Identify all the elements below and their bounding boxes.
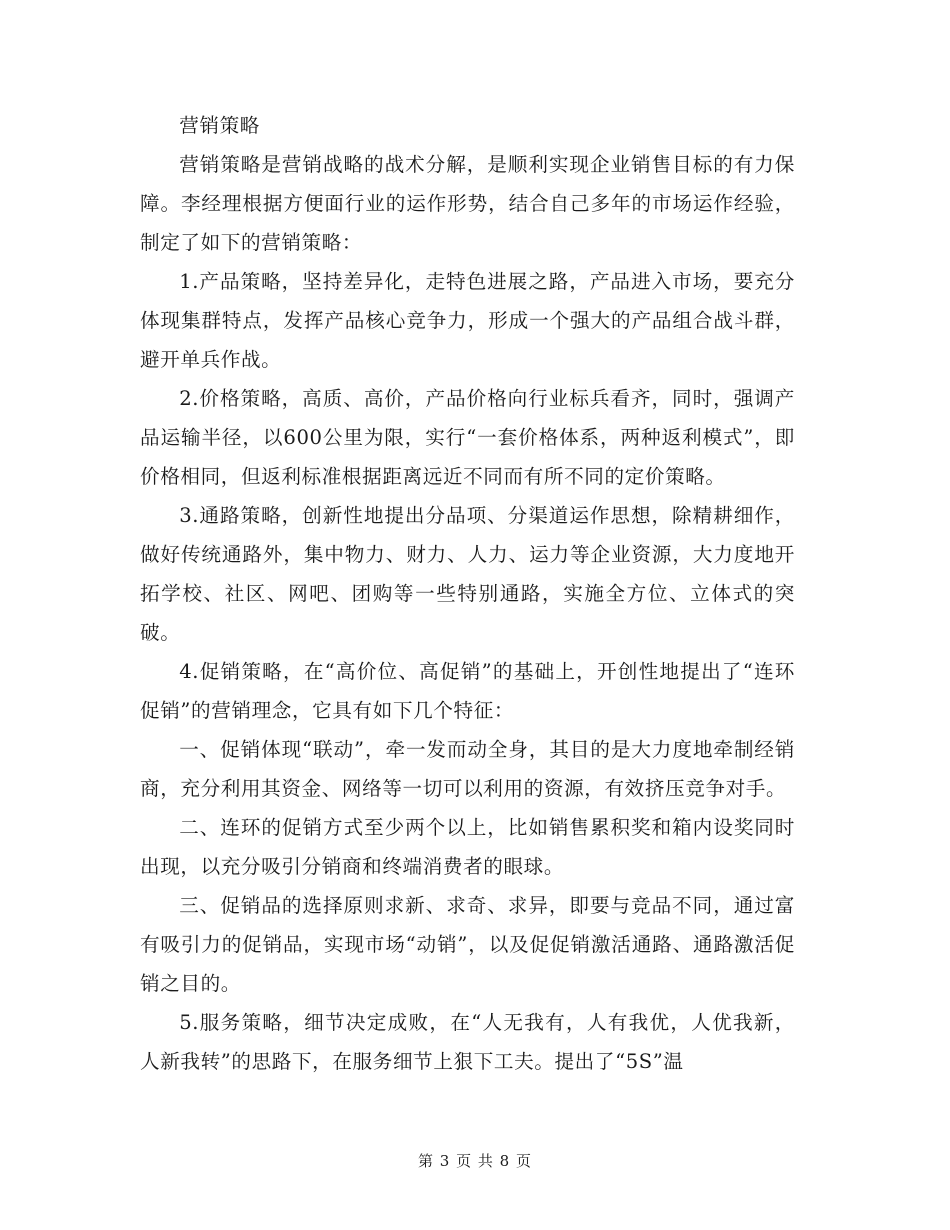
paragraph-price-strategy: 2.价格策略，高质、高价，产品价格向行业标兵看齐，同时，强调产品运输半径，以600公里为限，实行“一套价格体系，两种返利模式”，即价格相同，但返利标准根据距离远近不同而有所不同的定价策略。 [140,387,795,488]
section-title: 营销策略 [179,114,260,137]
paragraph-channel-strategy: 3.通路策略，创新性地提出分品项、分渠道运作思想，除精耕细作，做好传统通路外，集中物力、财力、人力、运力等企业资源，大力度地开拓学校、社区、网吧、团购等一些特别通路，实施全方位、立体式的突破。 [140,504,795,644]
paragraph-product-strategy: 1.产品策略，坚持差异化，走特色进展之路，产品进入市场，要充分体现集群特点，发挥产品核心竞争力，形成一个强大的产品组合战斗群，避开单兵作战。 [140,270,795,371]
paragraph-promotion-strategy: 4.促销策略，在“高价位、高促销”的基础上，开创性地提出了“连环促销”的营销理念，它具有如下几个特征： [140,660,795,722]
document-body [140,106,795,1081]
paragraph-intro: 营销策略是营销战略的战术分解，是顺利实现企业销售目标的有力保障。李经理根据方便面行业的运作形势，结合自己多年的市场运作经验，制定了如下的营销策略： [140,153,795,254]
paragraph-service-strategy: 5.服务策略，细节决定成败，在“人无我有，人有我优，人优我新，人新我转”的思路下，在服务细节上狠下工夫。提出了“5S”温 [140,1011,795,1073]
paragraph-promotion-feature-2: 二、连环的促销方式至少两个以上，比如销售累积奖和箱内设奖同时出现，以充分吸引分销商和终端消费者的眼球。 [140,816,795,878]
page-number-footer: 第 3 页 共 8 页 [418,1152,532,1170]
paragraph-promotion-feature-1: 一、促销体现“联动”，牵一发而动全身，其目的是大力度地牵制经销商，充分利用其资金、网络等一切可以利用的资源，有效挤压竞争对手。 [140,738,795,800]
paragraph-promotion-feature-3: 三、促销品的选择原则求新、求奇、求异，即要与竞品不同，通过富有吸引力的促销品，实现市场“动销”，以及促促销激活通路、通路激活促销之目的。 [140,894,795,995]
